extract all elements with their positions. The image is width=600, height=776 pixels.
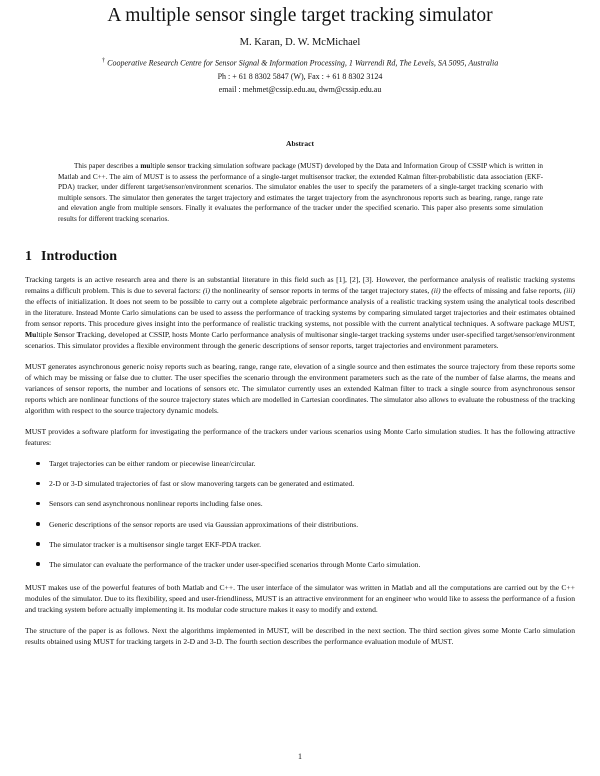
email-line: email : mehmet@cssip.edu.au, dwm@cssip.edu.au bbox=[218, 84, 382, 94]
affiliation-text: Cooperative Research Centre for Sensor Signal & Information Processing, 1 Warrendi Rd, The Levels, SA 5095, Australia bbox=[107, 58, 499, 68]
page-number: 1 bbox=[298, 752, 302, 761]
feature-item: 2-D or 3-D simulated trajectories of fast or slow manovering targets can be generated and estimated. bbox=[49, 478, 575, 489]
feature-item: Target trajectories can be either random or piecewise linear/circular. bbox=[49, 458, 575, 469]
phone-fax: Ph : + 61 8 8302 5847 (W), Fax : + 61 8 8302 3124 bbox=[217, 71, 383, 81]
abstract-heading: Abstract bbox=[286, 139, 314, 148]
affiliation-block bbox=[0, 54, 600, 96]
feature-item: Generic descriptions of the sensor reports are used via Gaussian approximations of their distributions. bbox=[49, 519, 575, 530]
abstract-text: This paper describes a multiple sensor tracking simulation software package (MUST) developed by the Data and Information Group of CSSIP which is written in Matlab and C++. The aim of MUST is to assess the performance of a single-target multisensor tracker, the extended Kalman filter-probabilistic data association (EKF-PDA) tracker, under different target/sensor/environment scenarios. The simulator enables the user to specify the parameters of a single-target tracking scenario with multiple sensors. The simulator then generates the target trajectory and estimates the target trajectory from the asynchronous reports such as bearing, range, range rate and elevation angle from multiple sensors. Finally it evaluates the performance of the tracker under the specified scenario. This paper also presents some simulation results for different tracking scenarios. bbox=[58, 162, 544, 223]
section-number: 1 bbox=[25, 249, 32, 264]
feature-item: The simulator can evaluate the performance of the tracker under user-specified scenarios through Monte Carlo simulation. bbox=[49, 559, 575, 570]
dagger-mark: † bbox=[101, 57, 106, 64]
affiliation-line bbox=[0, 54, 600, 70]
paragraph-1: Tracking targets is an active research area and there is an substantial literature in this field such as [1], [2], [3]. However, the performance analysis of realistic tracking systems remains a difficult problem. This is due to several factors: (i) the nonlinearity of sensor reports in terms of the target trajectory states, (ii) the effects of missing and false reports, (iii) the effects of initialization. It does not seem to be possible to carry out a complete algebraic performance analysis of a realistic tracking system using the analytical tools described in the literature. Instead Monte Carlo simulations can be used to assess the performance of tracking systems by comparing simulated target trajectories and their estimates obtained from sensor reports. This procedure gives insight into the performance of realistic tracking systems, not possible with the current analytical techniques. A software package MUST, Multiple Sensor Tracking, developed at CSSIP, hosts Monte Carlo performance analysis of multisonar single-target tracking systems under user-specified target/sensor/environment scenarios. This simulator provides a flexible environment through the generic descriptions of sensor reports, target trajectories and environment parameters. bbox=[25, 275, 576, 350]
body-text bbox=[25, 274, 575, 657]
paragraph-2: MUST generates asynchronous generic noisy reports such as bearing, range, range rate, elevation of a single source and then estimates the source trajectory from these reports some of which may be missing or false due to clutter. The user specifies the scenario through the environment parameters such as the rate of the number of false alarms, the means and variances of sensor reports, the number and locations of sensors etc. The simulator currently uses an extended Kalman filter to track a single source from asynchronous sensor reports which are nonlinear functions of the source trajectory states which are modelled in Cartesian coordinates. The simulator also allows to evaluate the robustness of the tracking algorithm with respect to the source trajectory dynamic models. bbox=[25, 362, 575, 415]
feature-item: Sensors can send asynchronous nonlinear reports including false ones. bbox=[49, 498, 575, 509]
feature-item: The simulator tracker is a multisensor single target EKF-PDA tracker. bbox=[49, 539, 575, 550]
author-list: M. Karan, D. W. McMichael bbox=[239, 37, 361, 48]
section-title: Introduction bbox=[41, 249, 117, 264]
paragraph-5: The structure of the paper is as follows. Next the algorithms implemented in MUST, will be described in the next section. The third section gives some Monte Carlo simulation results obtained using MUST for tracking targets in 2-D and 3-D. The fourth section describes the performance evaluation module of MUST. bbox=[25, 625, 575, 646]
paragraph-4: MUST makes use of the powerful features of both Matlab and C++. The user interface of the simulator was written in Matlab and all the computations are carried out by the C++ modules of the simulator. Due to its flexibility, speed and user-friendliness, MUST is an attractive environment for an engineer who would like to assess the performance of a fusion and tracking system before actually implementing it. Its modular code structure makes it easy to modify and extend. bbox=[25, 582, 575, 614]
paragraph-3: MUST provides a software platform for investigating the performance of the trackers under various scenarios using Monte Carlo simulation studies. It has the following attractive features: bbox=[25, 427, 575, 447]
paper-title: A multiple sensor single target tracking simulator bbox=[107, 5, 493, 26]
section-heading bbox=[25, 249, 126, 265]
feature-list bbox=[25, 458, 575, 570]
